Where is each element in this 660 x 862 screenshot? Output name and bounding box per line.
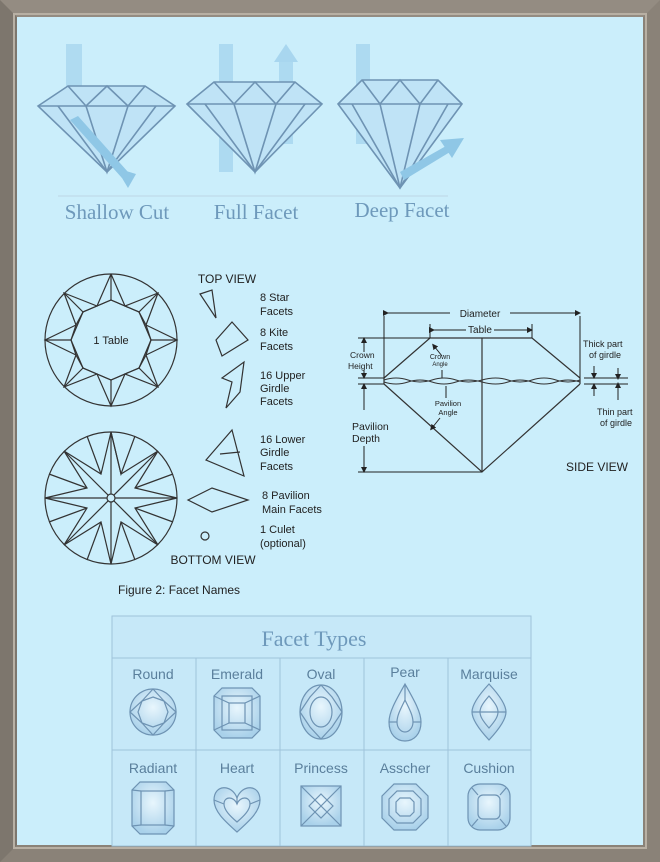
lower-girdle-label-3: Facets [260, 461, 294, 473]
upper-girdle-label-3: Facets [260, 396, 294, 408]
kite-label-1: 8 Kite [260, 327, 289, 339]
star-facet-shape [200, 290, 216, 318]
deep-facet-label: Deep Facet [354, 198, 450, 222]
shallow-cut-diagram [38, 44, 175, 188]
crown-height-label-1: Crown [350, 350, 375, 360]
asscher-label: Asscher [379, 760, 431, 776]
pavilion-depth-label-1: Pavilion [352, 421, 389, 433]
crown-height-label-2: Height [348, 361, 373, 371]
round-label: Round [132, 666, 174, 682]
upper-girdle-facet-shape [222, 362, 244, 408]
oval-label: Oval [306, 666, 336, 682]
radiant-gem-shape [132, 782, 174, 834]
star-label-1: 8 Star [260, 292, 290, 304]
side-view-heading: SIDE VIEW [565, 460, 629, 474]
side-view-dimensions [358, 313, 628, 472]
thick-girdle-label-2: of girdle [589, 350, 622, 360]
lower-girdle-label-1: 16 Lower [260, 434, 306, 446]
oval-gem-shape [300, 685, 342, 739]
heart-label: Heart [219, 760, 255, 776]
side-view-diagram [384, 338, 580, 472]
emerald-gem-shape [214, 688, 260, 738]
thin-girdle-label-1: Thin part [597, 407, 633, 417]
kite-facet-shape [216, 322, 248, 356]
cushion-label: Cushion [463, 760, 515, 776]
kite-label-2: Facets [260, 341, 294, 353]
asscher-gem-shape [382, 784, 428, 830]
lower-girdle-label-2: Girdle [260, 447, 290, 459]
bottom-view-diagram [45, 432, 177, 564]
bottom-view-heading: BOTTOM VIEW [170, 553, 256, 567]
pear-label: Pear [390, 664, 420, 680]
top-view-heading: TOP VIEW [197, 272, 257, 286]
culet-label-2: (optional) [260, 538, 306, 550]
culet-shape [201, 532, 209, 540]
upper-girdle-label-1: 16 Upper [260, 370, 306, 382]
thick-girdle-label-1: Thick part [583, 339, 623, 349]
figure-caption: Figure 2: Facet Names [118, 583, 241, 597]
star-label-2: Facets [260, 306, 294, 318]
table-facet-label: 1 Table [93, 335, 129, 347]
pavilion-angle-label-2: Angle [438, 408, 458, 417]
marquise-label: Marquise [460, 666, 518, 682]
upper-girdle-label-2: Girdle [260, 383, 290, 395]
emerald-label: Emerald [210, 666, 264, 682]
side-view-labels [348, 309, 633, 474]
thin-girdle-label-2: of girdle [600, 418, 633, 428]
crown-angle-label-1: Crown [429, 354, 451, 361]
princess-gem-shape [301, 786, 341, 826]
diameter-label: Diameter [459, 309, 501, 320]
table-dimension-label: Table [468, 325, 492, 336]
culet-label-1: 1 Culet [260, 524, 295, 536]
crown-angle-label-2: Angle [432, 362, 448, 368]
cushion-gem-shape [468, 784, 510, 830]
pavilion-angle-label-1: Pavilion [434, 399, 462, 408]
full-facet-diagram [187, 44, 322, 172]
deep-facet-diagram [338, 44, 464, 188]
pavilion-depth-label-2: Depth [352, 433, 381, 445]
round-gem-shape [130, 689, 176, 735]
radiant-label: Radiant [128, 760, 178, 776]
full-facet-label: Full Facet [213, 200, 299, 224]
pavilion-main-label-1: 8 Pavilion [262, 490, 310, 502]
princess-label: Princess [294, 760, 348, 776]
pavilion-main-label-2: Main Facets [262, 504, 322, 516]
lower-girdle-facet-split [220, 452, 240, 454]
bottom-view-labels [260, 434, 322, 550]
facet-types-title: Facet Types [261, 626, 367, 651]
pavilion-main-facet-shape [188, 488, 248, 512]
top-view-labels [260, 292, 306, 408]
shallow-cut-label: Shallow Cut [64, 200, 170, 224]
